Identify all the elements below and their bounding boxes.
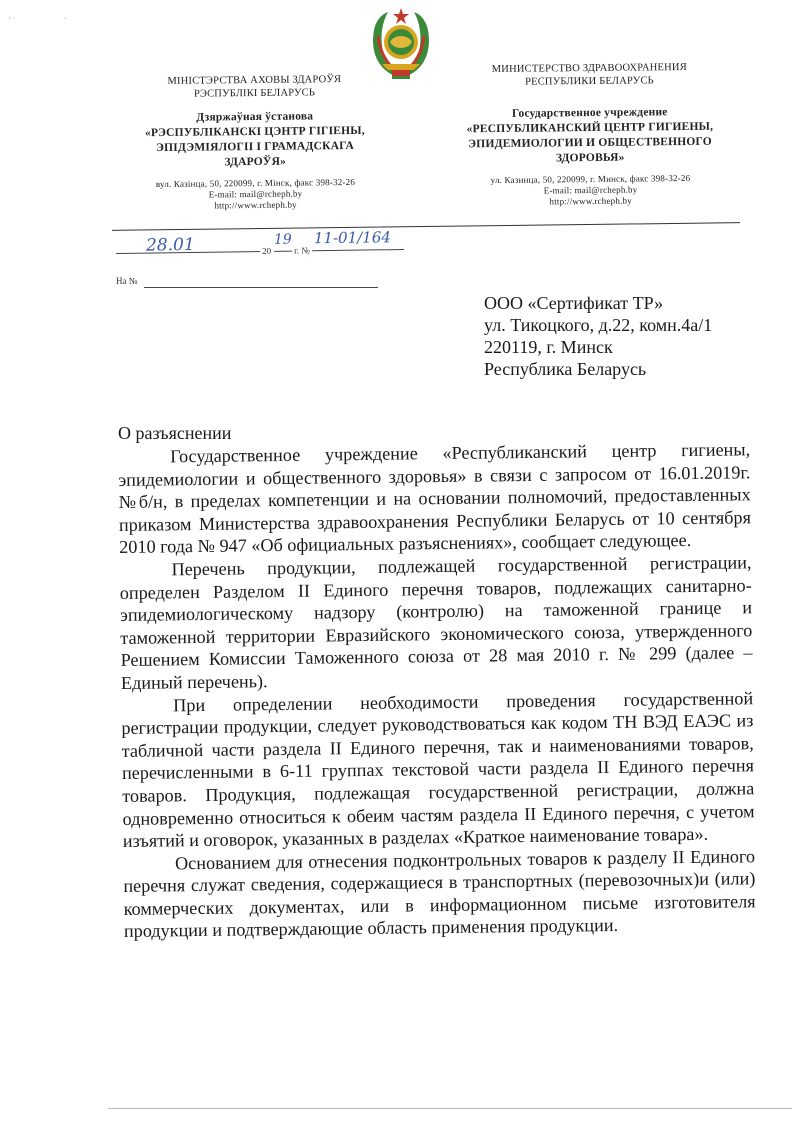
email: E-mail: mail@rcheph.by bbox=[208, 188, 303, 200]
contact-block bbox=[110, 176, 400, 212]
recipient-name: ООО «Сертификат ТР» bbox=[484, 293, 664, 313]
header-belarusian bbox=[109, 72, 400, 212]
page-bottom-edge bbox=[108, 1108, 792, 1109]
contact-block bbox=[440, 172, 740, 208]
institution-name-line: ЭПІДЭМІЯЛОГІІ І ГРАМАДСКАГА bbox=[156, 139, 355, 155]
handwritten-year: 19 bbox=[273, 231, 292, 248]
institution-name-line: ЗДАРОЎЯ» bbox=[224, 155, 287, 169]
institution-name-line: ЭПИДЕМИОЛОГИИ И ОБЩЕСТВЕННОГО bbox=[468, 135, 712, 151]
reference-label: На № bbox=[116, 276, 138, 286]
scan-mark: · · bbox=[8, 14, 16, 23]
year-prefix: 20 bbox=[262, 245, 272, 256]
letter-body bbox=[118, 438, 756, 943]
header-russian bbox=[439, 60, 741, 208]
email: E-mail: mail@rcheph.by bbox=[543, 184, 638, 196]
institution-kind: Дзяржаўная ўстанова bbox=[196, 110, 314, 124]
number-label: г. № bbox=[294, 245, 310, 256]
handwritten-date: 28.01 bbox=[145, 234, 195, 256]
ministry-name: МІНІСТЭРСТВА АХОВЫ ЗДАРОЎЯ bbox=[167, 74, 342, 87]
handwritten-number: 11-01/164 bbox=[313, 228, 391, 248]
year-underline bbox=[274, 251, 292, 252]
recipient-block bbox=[484, 292, 712, 380]
website: http://www.rcheph.by bbox=[549, 195, 632, 207]
address: ул. Казинца, 50, 220099, г. Минск, факс 398-32-26 bbox=[490, 172, 691, 186]
ministry-name: РЭСПУБЛІКІ БЕЛАРУСЬ bbox=[193, 87, 316, 100]
institution-name-line: «РЕСПУБЛИКАНСКИЙ ЦЕНТР ГИГИЕНЫ, bbox=[466, 120, 714, 136]
registration-line bbox=[116, 226, 406, 260]
belarus-coat-of-arms-icon bbox=[368, 6, 434, 82]
recipient-country: Республика Беларусь bbox=[484, 359, 647, 379]
institution-name-line: ЗДОРОВЬЯ» bbox=[555, 151, 625, 165]
scan-mark: · bbox=[64, 14, 67, 23]
website: http://www.rcheph.by bbox=[214, 199, 297, 211]
address: вул. Казінца, 50, 220099, г. Мінск, факс 398-32-26 bbox=[155, 176, 356, 190]
body-paragraph: Перечень продукции, подлежащей государственной регистрации, определен Разделом II Единого перечня товаров, подлежащих санитарно-эпидемиологическому надзору (контролю) на таможенной границе и таможенной территории Евразийского экономического союза, утвержденного Решением Комиссии Таможенного союза от 28 мая 2010 г. № 299 (далее – Единый перечень). bbox=[119, 552, 753, 693]
institution-name-line: «РЭСПУБЛІКАНСКІ ЦЭНТР ГІГІЕНЫ, bbox=[144, 124, 365, 140]
ministry-name: РЕСПУБЛИКИ БЕЛАРУСЬ bbox=[524, 75, 654, 88]
letter-subject: О разъяснении bbox=[118, 423, 232, 443]
reference-line bbox=[116, 276, 378, 290]
recipient-street: ул. Тикоцкого, д.22, комн.4а/1 bbox=[484, 315, 713, 335]
institution-name bbox=[440, 104, 741, 167]
body-paragraph: Государственное учреждение «Республиканский центр гигиены, эпидемиологии и общественного здоровья» в связи с запросом от 16.01.2019г. №б/н, в пределах компетенции и на основании полномочий, предоставленных приказом Министерства здравоохранения Республики Беларусь от 10 сентября 2010 года № 947 «Об официальных разъяснениях», сообщает следующее. bbox=[118, 439, 752, 558]
institution-kind: Государственное учреждение bbox=[511, 106, 668, 120]
body-paragraph: Основанием для отнесения подконтрольных товаров к разделу II Единого перечня служат сведения, содержащиеся в транспортных (перевозочных)и (или) коммерческих документах, или в информационном письме изготовителя продукции и подтверждающие область применения продукции. bbox=[123, 845, 756, 942]
institution-name bbox=[110, 108, 401, 171]
recipient-city: 220119, г. Минск bbox=[484, 337, 613, 357]
ministry-name: МИНИСТЕРСТВО ЗДРАВООХРАНЕНИЯ bbox=[491, 61, 687, 76]
number-underline bbox=[312, 249, 404, 251]
reference-underline bbox=[144, 287, 378, 288]
body-paragraph: При определении необходимости проведения государственной регистрации продукции, следует руководствоваться как кодом ТН ВЭД ЕАЭС из табличной части раздела II Единого перечня, так и наименованиями товаров, перечисленными в 6-11 группах текстовой части раздела II Единого перечня товаров. Продукция, подлежащая государственной регистрации, должна одновременно относиться к обеим частям раздела II Единого перечня, с учетом изъятий и оговорок, указанных в разделах «Краткое наименование товара». bbox=[121, 687, 755, 852]
